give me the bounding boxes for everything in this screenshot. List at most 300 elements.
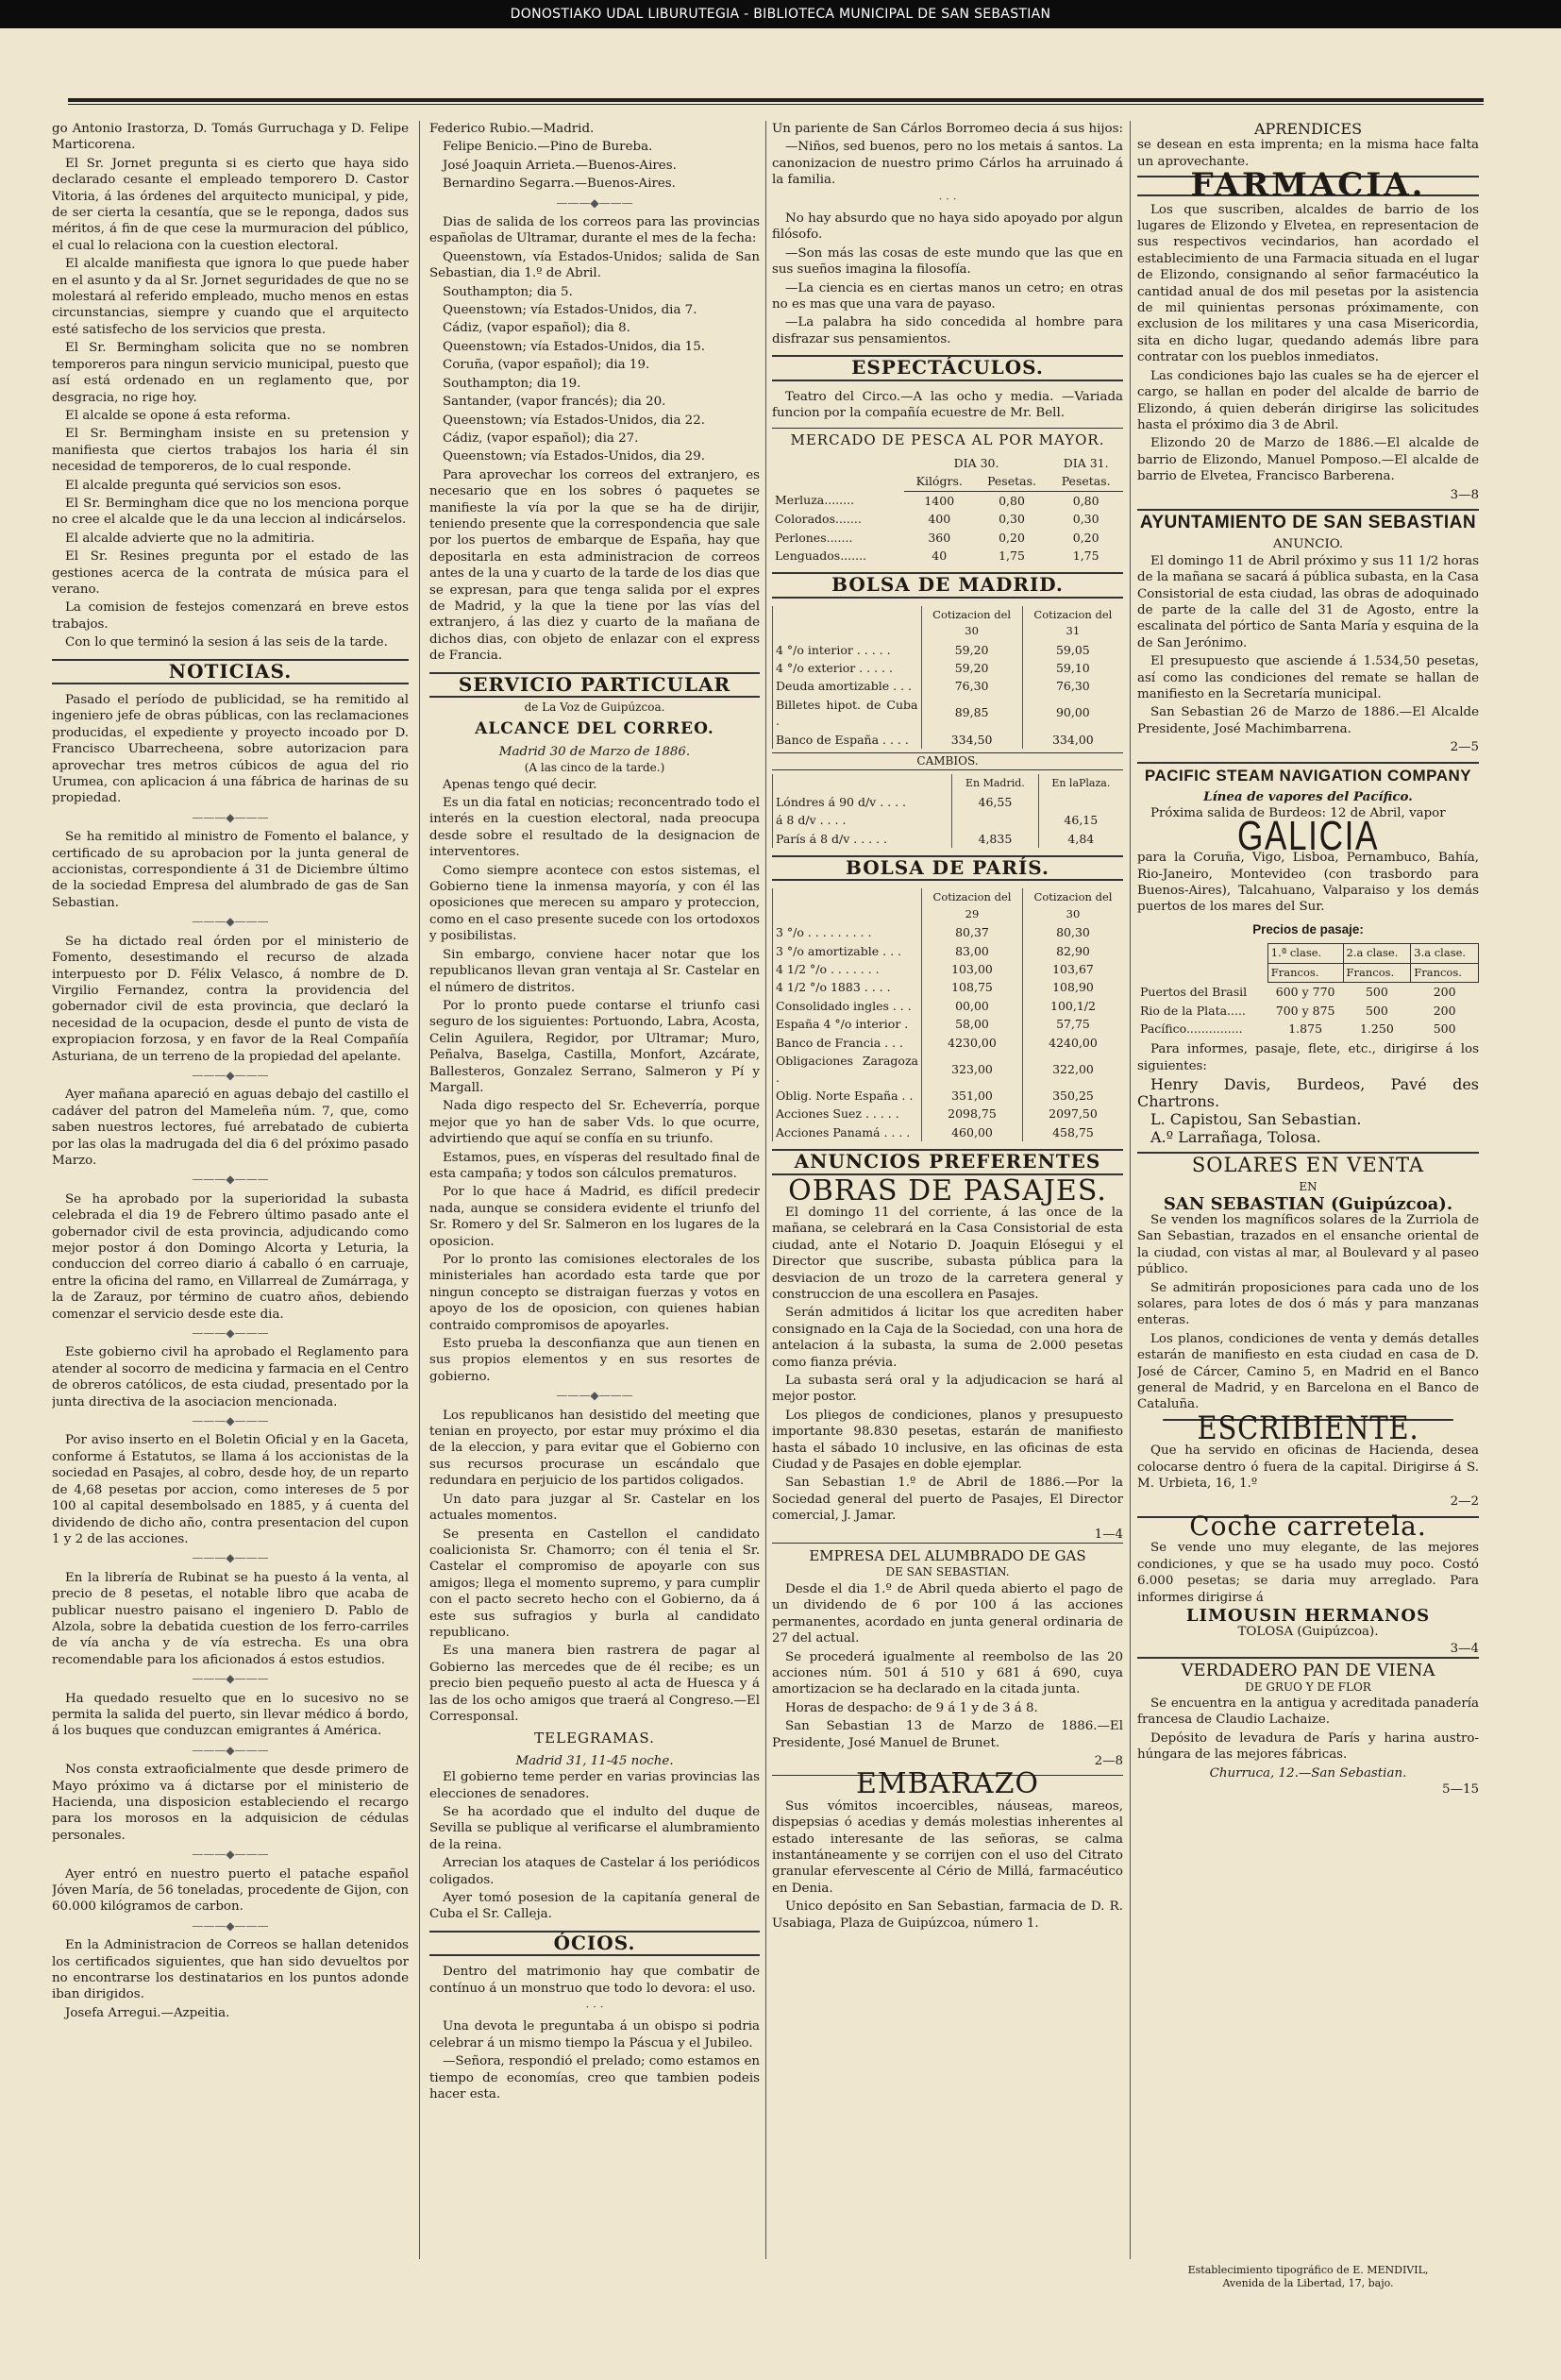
table-row bbox=[773, 1052, 1124, 1087]
table-cell: á 8 d/v . . . . bbox=[773, 811, 952, 829]
paragraph: Se vende uno muy elegante, de las mejores condiciones, y que se ha usado muy poco. Costó 6.000 pesetas; se daria muy arreglado. Para informes dirigirse á bbox=[1137, 1541, 1479, 1605]
table-header: En laPlaza. bbox=[1038, 774, 1123, 792]
agent-line: Henry Davis, Burdeos, Pavé des Chartrons. bbox=[1137, 1075, 1479, 1110]
paragraph: para la Coruña, Vigo, Lisboa, Pernambuco, Bahía, Rio-Janeiro, Montevideo (con trasbordo para Buenos-Aires), Talcahuano, Valparaiso y los demás puertos de los mares del Sur. bbox=[1137, 851, 1479, 915]
table-cell: 458,75 bbox=[1022, 1123, 1123, 1141]
table-cell: 2098,75 bbox=[922, 1105, 1023, 1122]
paragraph: Una devota le preguntaba á un obispo si podria celebrar á un mismo tiempo la Páscua y el Jubileo. bbox=[429, 2019, 760, 2051]
paragraph: El alcalde advierte que no la admitiria. bbox=[65, 531, 315, 546]
table-cell: 4 °/o interior . . . . . bbox=[773, 641, 922, 659]
news-item: En la librería de Rubinat se ha puesto á la venta, al precio de 8 pesetas, el notable libro que acaba de publicar nuestro paisano el ingeniero D. Pablo de Alzola, sobre la debatida cuestion de los ferro-carriles de vía ancha y de vía estrecha. Es una obra recomendable para los aficionados á estos estudios. bbox=[52, 1570, 409, 1667]
paragraph: Teatro del Circo.—A las ocho y media. —Variada funcion por la compañía ecuestre de Mr. Bell. bbox=[772, 389, 1123, 421]
table-cell: Lóndres á 90 d/v . . . . bbox=[773, 793, 952, 811]
table-cell: 4 1/2 °/o . . . . . . . bbox=[773, 960, 922, 978]
subheading: ANUNCIO. bbox=[1272, 537, 1344, 552]
table-row bbox=[773, 960, 1124, 978]
sailing-item: Cádiz, (vapor español); dia 8. bbox=[443, 321, 630, 336]
table-cell: 200 bbox=[1433, 985, 1456, 1000]
table-header: 1.ª clase. bbox=[1267, 944, 1343, 963]
table-row bbox=[773, 942, 1124, 960]
separator: ———◆——— bbox=[192, 1068, 269, 1082]
library-header: DONOSTIAKO UDAL LIBURUTEGIA - BIBLIOTECA MUNICIPAL DE SAN SEBASTIAN bbox=[0, 0, 1561, 28]
paragraph: Por lo pronto las comisiones electorales de los ministeriales han acordado esta tarde que por ningun concepto se distraigan fuerzas y votos en apoyo de los de oposicion, con quienes habian contraido compromisos de apoyarles. bbox=[429, 1253, 760, 1333]
ad-number: 2—2 bbox=[1450, 1494, 1479, 1510]
table-header: Cotizacion del 31 bbox=[1022, 606, 1123, 641]
table-cell: 100,1/2 bbox=[1022, 997, 1123, 1015]
separator: ———◆——— bbox=[192, 1326, 269, 1341]
table-cell: Acciones Panamá . . . . bbox=[773, 1123, 922, 1141]
paragraph: —Niños, sed buenos, pero no los metais á santos. La canonizacion de nuestro primo Cárlos ha arruinado á la familia. bbox=[772, 140, 1123, 188]
paragraph: San Sebastian 1.º de Abril de 1886.—Por la Sociedad general del puerto de Pasajes, El Director comercial, J. Jamar. bbox=[772, 1476, 1123, 1524]
empresa-heading: EMPRESA DEL ALUMBRADO DE GAS bbox=[772, 1543, 1123, 1564]
paragraph: Los que suscriben, alcaldes de barrio de los lugares de Elizondo y Elvetea, en representacion de sus respectivos vecindarios, han acordado el establecimiento de una Farmacia situada en el lugar de Elizondo, consignando al señor farmacéutico la cantidad anual de dos mil pesetas por la asistencia de mil quinientas personas próximamente, con exclusion de los militares y una casa Misericordia, sita en dicho lugar, quedando además libre para contratar con los pueblos inmediatos. bbox=[1137, 202, 1479, 365]
separator: ———◆——— bbox=[192, 1672, 269, 1686]
news-item: En la Administracion de Correos se hallan detenidos los certificados siguientes, que han sido devueltos por no encontrarse los destinatarios en los puntos adonde iban dirigidos. bbox=[52, 1938, 409, 2002]
section-heading-servicio: SERVICIO PARTICULAR bbox=[429, 672, 760, 698]
table-row bbox=[773, 923, 1124, 941]
paragraph: Se ha acordado que el indulto del duque de Sevilla se publique al verificarse el alumbramiento de la reina. bbox=[429, 1805, 760, 1852]
section-heading-bolsa-madrid: BOLSA DE MADRID. bbox=[772, 572, 1123, 598]
paragraph: Sus vómitos incoercibles, náuseas, mareos, dispepsias ó acedias y demás molestias inherentes al estado interesante de las señoras, se calma instantáneamente y se corrijen con el uso del Citrato granular efervescente al Cério de Millá, farmacéutico en Denia. bbox=[772, 1798, 1123, 1896]
table-cell: Acciones Suez . . . . . bbox=[773, 1105, 922, 1122]
table-row bbox=[772, 547, 1123, 565]
alcance-heading: ALCANCE DEL CORREO. bbox=[475, 719, 714, 739]
paragraph: Se presenta en Castellon el candidato coalicionista Sr. Chamorro; con él tenia el Sr. Castelar el compromiso de apoyarle con sus amigos; llega el momento supremo, y para cumplir con el pacto secreto hecho con el Gobierno, da á este sus sufragios y burla al candidato republicano. bbox=[429, 1527, 760, 1640]
table-cell: 350,25 bbox=[1022, 1087, 1123, 1105]
subheading: TOLOSA (Guipúzcoa). bbox=[1237, 1625, 1379, 1640]
table-cell: 108,75 bbox=[922, 978, 1023, 996]
table-header: Pesetas. bbox=[1049, 472, 1123, 491]
table-cell: 1400 bbox=[924, 493, 955, 508]
paragraph: Felipe Benicio.—Pino de Bureba. bbox=[443, 140, 653, 155]
paragraph: Dias de salida de los correos para las provincias españolas de Ultramar, durante el mes de la fecha: bbox=[429, 215, 760, 246]
table-cell: Perlones....... bbox=[775, 530, 853, 545]
table-row bbox=[1137, 1002, 1479, 1020]
paragraph: El presupuesto que asciende á 1.534,50 pesetas, así como las condiciones del remate se hallan de manifiesto en la Secretaría municipal. bbox=[1137, 654, 1479, 701]
paragraph: Depósito de levadura de París y harina austro-húngara de las mejores fábricas. bbox=[1137, 1730, 1479, 1763]
fish-market-table bbox=[772, 454, 1123, 565]
table-cell: Deuda amortizable . . . bbox=[773, 677, 922, 695]
column-3 bbox=[772, 121, 1123, 2259]
paragraph: Un pariente de San Cárlos Borromeo decia á sus hijos: bbox=[772, 122, 1123, 136]
table-header: DIA 31. bbox=[1063, 455, 1109, 470]
paragraph: El Sr. Bermingham insiste en su pretension y manifiesta que ciertos trabajos los haria él sin necesidad de temporeros, de lo cual responde. bbox=[52, 427, 409, 475]
coche-heading: Coche carretela. bbox=[1137, 1516, 1479, 1534]
news-item: Ha quedado resuelto que en lo sucesivo no se permita la salida del puerto, sin llevar médico á bordo, á los buques que conduzcan emigrantes á América. bbox=[52, 1691, 409, 1739]
table-row bbox=[773, 731, 1124, 749]
dateline: Madrid 31, 11-45 noche. bbox=[515, 1753, 674, 1768]
table-cell: 500 bbox=[1365, 1003, 1388, 1018]
table-cell: 4240,00 bbox=[1022, 1034, 1123, 1052]
table-row bbox=[773, 677, 1124, 695]
table-cell: 322,00 bbox=[1022, 1052, 1123, 1087]
table-cell: 103,67 bbox=[1022, 960, 1123, 978]
paragraph: Para informes, pasaje, flete, etc., dirigirse á los siguientes: bbox=[1137, 1042, 1479, 1073]
table-cell: 460,00 bbox=[922, 1123, 1023, 1141]
table-cell: 0,30 bbox=[1072, 512, 1099, 527]
section-heading-bolsa-paris: BOLSA DE PARÍS. bbox=[772, 855, 1123, 881]
table-header: En Madrid. bbox=[952, 774, 1039, 792]
sailing-item: Queenstown; vía Estados-Unidos, dia 22. bbox=[443, 413, 705, 428]
subheading: Precios de pasaje: bbox=[1252, 921, 1364, 937]
news-item: Este gobierno civil ha aprobado el Reglamento para atender al socorro de medicina y farmacia en el Centro de obreros católicos, de esta ciudad, presentado por la junta directiva de la asociacion mencionada. bbox=[52, 1345, 409, 1409]
sailing-item: Southampton; dia 5. bbox=[443, 284, 573, 299]
table-cell: 0,30 bbox=[999, 512, 1025, 527]
table-cell: 76,30 bbox=[921, 677, 1022, 695]
paragraph: Ayer tomó posesion de la capitanía general de Cuba el Sr. Calleja. bbox=[429, 1891, 760, 1922]
sailing-item: Queenstown; vía Estados-Unidos, dia 29. bbox=[443, 449, 705, 464]
separator: ———◆——— bbox=[192, 1848, 269, 1862]
table-row bbox=[773, 641, 1124, 659]
table-cell: Banco de Francia . . . bbox=[773, 1034, 922, 1052]
ad-number: 3—8 bbox=[1450, 487, 1479, 502]
paragraph: Es un dia fatal en noticias; reconcentrado todo el interés en la cuestion electoral, nada preocupa desde sobre el resultado de la designacion de interventores. bbox=[429, 796, 760, 860]
table-row bbox=[773, 793, 1124, 811]
table-cell: Billetes hipot. de Cuba . bbox=[773, 696, 922, 731]
table-cell: Colorados....... bbox=[775, 512, 862, 527]
table-row bbox=[773, 1087, 1124, 1105]
paragraph: José Joaquin Arrieta.—Buenos-Aires. bbox=[443, 158, 677, 173]
table-header: Kilógrs. bbox=[904, 472, 975, 491]
paragraph: —Señora, respondió el prelado; como estamos en tiempo de economías, creo que tambien podeis hacer esta. bbox=[429, 2054, 760, 2102]
paragraph: Los planos, condiciones de venta y demás detalles estarán de manifiesto en esta ciudad en casa de D. José de Cárcer, Camino 5, en Madrid en el Banco general de Madrid, y en Barcelona en el Banco de Cataluña. bbox=[1137, 1331, 1479, 1412]
table-cell: 59,20 bbox=[921, 659, 1022, 677]
table-cell bbox=[1038, 793, 1123, 811]
table-cell: 59,20 bbox=[921, 641, 1022, 659]
news-item: Se ha dictado real órden por el ministerio de Fomento, desestimando el recurso de alzada interpuesto por D. Félix Velasco, á nombre de D. Virgilio Fernandez, contra la providencia del gobernador civil de esta provincia, que declaró la necesidad de la ocupacion, desde el punto de vista de expropiacion forzosa, y en favor de la Real Compañía Asturiana, de un terreno de la propiedad del apelante. bbox=[52, 934, 409, 1064]
table-cell: 108,90 bbox=[1022, 978, 1123, 996]
table-header: 3.a clase. bbox=[1411, 944, 1479, 963]
separator: ———◆——— bbox=[556, 195, 633, 210]
news-item: Por aviso inserto en el Boletin Oficial y en la Gaceta, conforme á Estatutos, se llama á los accionistas de la sociedad en Pasajes, al cobro, desde hoy, de un reparto de 4,68 pesetas por accion, como intereses de 5 por 100 al capital desembolsado en 1885, y á cuenta del dividendo de dicho año, contra presentacion del cupon 1 y 2 de las acciones. bbox=[52, 1433, 409, 1546]
table-header: Francos. bbox=[1267, 963, 1343, 982]
paragraph: San Sebastian 26 de Marzo de 1886.—El Alcalde Presidente, José Machimbarrena. bbox=[1137, 705, 1479, 736]
paragraph: se desean en esta imprenta; en la misma hace falta un aprovechante. bbox=[1137, 138, 1479, 169]
separator: ———◆——— bbox=[192, 1918, 269, 1933]
table-header: 2.a clase. bbox=[1343, 944, 1411, 963]
table-cell: 323,00 bbox=[922, 1052, 1023, 1087]
table-row bbox=[773, 1015, 1124, 1033]
agent-line: L. Capistou, San Sebastian. bbox=[1150, 1109, 1362, 1128]
sailing-item: Coruña, (vapor español); dia 19. bbox=[443, 358, 650, 373]
paragraph: El domingo 11 del corriente, á las once de la mañana, se celebrará en la Casa Consistorial de esta ciudad, ante el Notario D. Joaquin Elósegui y el Director que suscribe, subasta pública para la desviacion de un trozo de la carretera general y construccion de una escollera en Pasajes. bbox=[772, 1205, 1123, 1302]
table-cell: 360 bbox=[928, 530, 951, 545]
separator: · · · bbox=[938, 192, 957, 206]
mercado-heading: MERCADO DE PESCA AL POR MAYOR. bbox=[772, 428, 1123, 448]
news-item: Josefa Arregui.—Azpeitia. bbox=[65, 2005, 230, 2020]
solares-heading: SOLARES EN VENTA bbox=[1137, 1152, 1479, 1173]
subheading: de La Voz de Guipúzcoa. bbox=[524, 700, 665, 714]
column-4 bbox=[1137, 121, 1479, 2259]
paragraph: La comision de festejos comenzará en breve estos trabajos. bbox=[52, 600, 409, 632]
subheading: LIMOUSIN HERMANOS bbox=[1185, 1605, 1431, 1626]
table-cell: 0,20 bbox=[1072, 530, 1099, 545]
table-cell: Lenguados....... bbox=[775, 548, 867, 563]
obras-heading: OBRAS DE PASAJES. bbox=[788, 1173, 1107, 1207]
table-cell: Rio de la Plata..... bbox=[1140, 1003, 1246, 1018]
table-cell: Puertos del Brasil bbox=[1140, 984, 1248, 999]
paragraph: Próxima salida de Burdeos: 12 de Abril, vapor bbox=[1150, 806, 1446, 821]
paragraph: Que ha servido en oficinas de Hacienda, desea colocarse dentro ó fuera de la capital. Dirigirse á S. M. Urbieta, 16, 1.º bbox=[1137, 1443, 1479, 1492]
sailing-item: Cádiz, (vapor español); dia 27. bbox=[443, 430, 639, 446]
table-cell: 4 °/o exterior . . . . . bbox=[773, 659, 922, 677]
paragraph: Por lo pronto puede contarse el triunfo casi seguro de los siguientes: Portuondo, Labra, Acosta, Celin Aguilera, Regidor, por Ultramar; Muro, Peñalva, Baselga, Castilla, Monfort, Azcárate, Ballesteros, Gonzalez Serrano, Salmeron y Pí y Margall. bbox=[429, 998, 760, 1095]
table-cell: 334,00 bbox=[1022, 731, 1123, 749]
separator: ———◆——— bbox=[192, 1743, 269, 1757]
table-cell: 90,00 bbox=[1022, 696, 1123, 731]
address-line: Churruca, 12.—San Sebastian. bbox=[1209, 1765, 1407, 1781]
paragraph: Los pliegos de condiciones, planos y presupuesto importante 98.830 pesetas, estarán de manifiesto hasta el sábado 10 inclusive, en las oficinas de esta Ciudad y de Pasajes en doble ejemplar. bbox=[772, 1408, 1123, 1473]
ad-number: 5—15 bbox=[1442, 1781, 1479, 1797]
table-cell: 334,50 bbox=[921, 731, 1022, 749]
paragraph: Esto prueba la desconfianza que aun tienen en sus propios elementos y en sus resortes de gobierno. bbox=[429, 1337, 760, 1384]
table-cell: 103,00 bbox=[922, 960, 1023, 978]
table-row bbox=[773, 696, 1124, 731]
table-row bbox=[1137, 983, 1479, 1002]
news-item: Pasado el período de publicidad, se ha remitido al ingeniero jefe de obras públicas, con las reclamaciones producidas, el expediente y proyecto incoado por D. Francisco Ubarrecheena, sobre autorizacion para aprovechar tres metros cúbicos de agua del rio Urumea, con aplicacion á una fábrica de harinas de su propiedad. bbox=[52, 693, 409, 806]
paragraph: Estamos, pues, en vísperas del resultado final de esta campaña; y todos son cálculos prematuros. bbox=[429, 1150, 760, 1181]
table-row bbox=[773, 659, 1124, 677]
table-header: Francos. bbox=[1411, 963, 1479, 982]
table-cell: 80,30 bbox=[1022, 923, 1123, 941]
embarazo-heading: EMBARAZO bbox=[772, 1775, 1123, 1792]
separator: ———◆——— bbox=[556, 1389, 633, 1403]
column-divider bbox=[765, 121, 766, 2259]
subheading: Línea de vapores del Pacífico. bbox=[1203, 789, 1413, 805]
section-heading-noticias: NOTICIAS. bbox=[52, 659, 409, 684]
pacific-heading: PACIFIC STEAM NAVIGATION COMPANY bbox=[1137, 762, 1479, 784]
subheading: DE GRUO Y DE FLOR bbox=[1245, 1680, 1371, 1694]
section-heading-ocios: ÓCIOS. bbox=[429, 1931, 760, 1956]
paragraph: go Antonio Irastorza, D. Tomás Gurruchaga y D. Felipe Marticorena. bbox=[52, 122, 409, 153]
table-cell: Obligaciones Zaragoza . bbox=[773, 1052, 922, 1087]
paragraph: Un dato para juzgar al Sr. Castelar en los actuales momentos. bbox=[429, 1492, 760, 1524]
table-cell: 700 y 875 bbox=[1275, 1003, 1335, 1018]
paragraph: —Son más las cosas de este mundo que las que en sus sueños imagina la filosofía. bbox=[772, 245, 1123, 278]
table-row bbox=[773, 978, 1124, 996]
table-cell: Consolidado ingles . . . bbox=[773, 997, 922, 1015]
paragraph: Se procederá igualmente al reembolso de las 20 acciones núm. 501 á 510 y 681 á 690, cuya amortizacion se ha declarado en la citada junta. bbox=[772, 1649, 1123, 1697]
paragraph: San Sebastian 13 de Marzo de 1886.—El Presidente, José Manuel de Brunet. bbox=[772, 1719, 1123, 1750]
table-cell: 351,00 bbox=[922, 1087, 1023, 1105]
ad-number: 2—8 bbox=[1094, 1753, 1123, 1768]
separator: ———◆——— bbox=[192, 1173, 269, 1187]
table-cell: 46,15 bbox=[1038, 811, 1123, 829]
news-item: Nos consta extraoficialmente que desde primero de Mayo próximo va á dictarse por el ministerio de Hacienda, una disposicion estableciendo el recargo para los morosos en la adquisicion de cédulas personales. bbox=[52, 1763, 409, 1843]
cambios-heading: CAMBIOS. bbox=[772, 752, 1123, 770]
subheading: SAN SEBASTIAN (Guipúzcoa). bbox=[1163, 1193, 1453, 1214]
escribiente-heading: ESCRIBIENTE. bbox=[1163, 1419, 1453, 1437]
paragraph: Es una manera bien rastrera de pagar al Gobierno las mercedes que de él recibe; es un precio bien pequeño puesto al acta de Huesca y á las de los ocho amigos que traerá al Congreso.—El Corresponsal. bbox=[429, 1644, 760, 1724]
paragraph: Elizondo 20 de Marzo de 1886.—El alcalde de barrio de Elizondo, Manuel Pomposo.—El alcalde de barrio de Elvetea, Francisco Barberena. bbox=[1137, 436, 1479, 484]
imprint-line: Establecimiento tipográfico de E. MENDIVIL, bbox=[1187, 2264, 1429, 2276]
table-cell: Merluza........ bbox=[775, 493, 855, 508]
table-row bbox=[773, 997, 1124, 1015]
paragraph: El gobierno teme perder en varias provincias las elecciones de senadores. bbox=[429, 1770, 760, 1801]
paragraph: El Sr. Jornet pregunta si es cierto que haya sido declarado cesante el empleado temporero D. Castor Vitoria, á las órdenes del arquitecto municipal, y pide, de ser cierta la cesantía, que se le reponga, dados sus méritos, á fin de que cese la murmuracion del público, el cual lo relaciona con la cuestion electoral. bbox=[52, 156, 409, 253]
dateline: Madrid 30 de Marzo de 1886. bbox=[498, 744, 691, 759]
table-row bbox=[773, 830, 1124, 848]
paragraph: Con lo que terminó la sesion á las seis de la tarde. bbox=[65, 635, 388, 650]
exchange-rates-table bbox=[772, 774, 1123, 848]
madrid-exchange-table bbox=[772, 606, 1123, 749]
pan-heading: VERDADERO PAN DE VIENA bbox=[1137, 1657, 1479, 1679]
paris-exchange-table bbox=[772, 888, 1123, 1141]
paragraph: Bernardino Segarra.—Buenos-Aires. bbox=[443, 177, 676, 192]
paragraph: El domingo 11 de Abril próximo y sus 11 1/2 horas de la mañana se sacará á pública subasta, en la Casa Consistorial de esta ciudad, las obras de adoquinado de parte de la calle del 31 de Agosto, entre la escalinata del pórtico de Santa María y esquina de la de San Jerónimo. bbox=[1137, 553, 1479, 650]
section-heading-espectaculos: ESPECTÁCULOS. bbox=[772, 355, 1123, 380]
paragraph: Arrecian los ataques de Castelar á los periódicos coligados. bbox=[429, 1856, 760, 1887]
paragraph: No hay absurdo que no haya sido apoyado por algun filósofo. bbox=[772, 211, 1123, 243]
table-cell: 0,80 bbox=[1072, 493, 1099, 508]
paragraph: Apenas tengo qué decir. bbox=[443, 777, 597, 792]
table-row bbox=[772, 491, 1123, 510]
table-header: Francos. bbox=[1343, 963, 1411, 982]
table-cell: Banco de España . . . . bbox=[773, 731, 922, 749]
subheading: DE SAN SEBASTIAN. bbox=[885, 1565, 1010, 1579]
table-cell: 83,00 bbox=[922, 942, 1023, 960]
table-cell: 1,75 bbox=[999, 548, 1025, 563]
column-2 bbox=[429, 121, 760, 2259]
table-cell: 4 1/2 °/o 1883 . . . . bbox=[773, 978, 922, 996]
table-cell: 3 °/o . . . . . . . . . bbox=[773, 923, 922, 941]
table-cell: 0,80 bbox=[999, 493, 1025, 508]
paragraph: Serán admitidos á licitar los que acrediten haber consignado en la Caja de la Sociedad, con una hora de antelacion á la subasta, la suma de 2.000 pesetas como fianza prévia. bbox=[772, 1306, 1123, 1370]
table-row bbox=[773, 1105, 1124, 1122]
table-cell: 76,30 bbox=[1022, 677, 1123, 695]
paragraph: El Sr. Bermingham dice que no los menciona porque no cree el alcalde que le da una leccion al indicárselos. bbox=[52, 496, 409, 528]
table-cell: 00,00 bbox=[922, 997, 1023, 1015]
table-cell: 0,20 bbox=[999, 530, 1025, 545]
paragraph: Se venden los magníficos solares de la Zurriola de San Sebastian, trazados en el ensanche oriental de la ciudad, con vistas al mar, al Boulevard y al paseo público. bbox=[1137, 1212, 1479, 1277]
paragraph: Dentro del matrimonio hay que combatir de contínuo á un monstruo que todo lo devora: el uso. bbox=[429, 1965, 760, 1996]
top-rule bbox=[68, 98, 1484, 105]
paragraph: El Sr. Bermingham solicita que no se nombren temporeros para ningun servicio municipal, puesto que así está ordenado en un reglamento que, por desgracia, no rige hoy. bbox=[52, 341, 409, 405]
fares-table bbox=[1137, 943, 1479, 1038]
table-cell: 57,75 bbox=[1022, 1015, 1123, 1033]
paragraph: Nada digo respecto del Sr. Echeverría, porque mejor que yo han de saber Vds. lo que ocurre, advirtiendo que aquí se confía en su triunfo. bbox=[429, 1099, 760, 1147]
table-cell: París á 8 d/v . . . . . bbox=[773, 830, 952, 848]
paragraph: Las condiciones bajo las cuales se ha de ejercer el cargo, se hallan en poder del alcalde de barrio de Elizondo, á quien deberán dirigirse las solicitudes hasta el próximo dia 3 de Abril. bbox=[1137, 368, 1479, 432]
table-header: DIA 30. bbox=[953, 455, 999, 470]
sailing-item: Queenstown; vía Estados-Unidos, dia 15. bbox=[443, 339, 705, 354]
paragraph: —La palabra ha sido concedida al hombre para disfrazar sus pensamientos. bbox=[772, 315, 1123, 346]
table-cell: 59,10 bbox=[1022, 659, 1123, 677]
paragraph: Los republicanos han desistido del meeting que tenian en proyecto, por estar muy próximo el dia de la eleccion, y para evitar que el Gobierno con sus recursos procurase un escándalo que redundara en perjuicio de los partidos coligados. bbox=[429, 1408, 760, 1489]
table-row bbox=[1137, 1020, 1479, 1038]
table-cell: Oblig. Norte España . . bbox=[773, 1087, 922, 1105]
table-cell: 400 bbox=[928, 512, 951, 527]
table-cell: 1.250 bbox=[1359, 1021, 1394, 1036]
ayuntamiento-heading: AYUNTAMIENTO DE SAN SEBASTIAN bbox=[1137, 509, 1479, 531]
subheading: EN bbox=[1299, 1180, 1318, 1194]
separator: ———◆——— bbox=[192, 915, 269, 929]
imprint-line: Avenida de la Libertad, 17, bajo. bbox=[1222, 2277, 1394, 2289]
table-row bbox=[773, 1123, 1124, 1141]
table-cell: 4,835 bbox=[952, 830, 1039, 848]
farmacia-heading: FARMACIA. bbox=[1137, 176, 1479, 195]
ship-name: GALICIA bbox=[1236, 812, 1380, 859]
table-cell: 4230,00 bbox=[922, 1034, 1023, 1052]
table-cell bbox=[952, 811, 1039, 829]
paragraph: La subasta será oral y la adjudicacion se hará al mejor postor. bbox=[772, 1374, 1123, 1405]
section-heading-anuncios: ANUNCIOS PREFERENTES bbox=[772, 1149, 1123, 1174]
table-row bbox=[773, 1034, 1124, 1052]
agent-line: A.º Larrañaga, Tolosa. bbox=[1150, 1128, 1321, 1147]
table-cell: 89,85 bbox=[921, 696, 1022, 731]
telegramas-heading: TELEGRAMAS. bbox=[534, 1730, 655, 1747]
table-header: Cotizacion del 29 bbox=[922, 888, 1023, 923]
table-cell: 500 bbox=[1365, 985, 1388, 1000]
paragraph: El alcalde pregunta qué servicios son esos. bbox=[65, 478, 342, 493]
paragraph: —La ciencia es en ciertas manos un cetro; en otras no es mas que una vara de payaso. bbox=[772, 280, 1123, 312]
table-header: Cotizacion del 30 bbox=[1022, 888, 1123, 923]
table-cell: 4,84 bbox=[1038, 830, 1123, 848]
table-cell: 80,37 bbox=[922, 923, 1023, 941]
table-cell: 82,90 bbox=[1022, 942, 1123, 960]
table-cell: 3 °/o amortizable . . . bbox=[773, 942, 922, 960]
paragraph: Desde el dia 1.º de Abril queda abierto el pago de un dividendo de 6 por 100 á las acciones permanentes, acordado en junta general ordinaria de 27 del actual. bbox=[772, 1581, 1123, 1646]
ad-number: 1—4 bbox=[1094, 1527, 1123, 1542]
paragraph: Se encuentra en la antigua y acreditada panadería francesa de Claudio Lachaize. bbox=[1137, 1696, 1479, 1728]
paragraph: Se admitirán proposiciones para cada uno de los solares, para lotes de dos ó más y para manzanas enteras. bbox=[1137, 1280, 1479, 1328]
table-cell: 600 y 770 bbox=[1275, 985, 1335, 1000]
news-item: Se ha remitido al ministro de Fomento el balance, y certificado de su aprobacion por la junta general de accionistas, correspondiente á 31 de Diciembre último de la sociedad Empresa del alumbrado de gas de San Sebastian. bbox=[52, 830, 409, 910]
paragraph: El alcalde manifiesta que ignora lo que puede haber en el asunto y da al Sr. Jornet seguridades de que no se molestará al referido empleado, mucho menos en estas circunstancias, siempre y cuando que el arquitecto esté satisfecho de los servicios que presta. bbox=[52, 257, 409, 337]
sailing-item: Southampton; dia 19. bbox=[443, 376, 581, 391]
table-cell: España 4 °/o interior . bbox=[773, 1015, 922, 1033]
paragraph: El alcalde se opone á esta reforma. bbox=[65, 408, 291, 423]
sailing-item: Queenstown; vía Estados-Unidos, dia 7. bbox=[443, 303, 697, 318]
ad-number: 3—4 bbox=[1450, 1641, 1479, 1656]
separator: ———◆——— bbox=[192, 1551, 269, 1565]
table-cell: 59,05 bbox=[1022, 641, 1123, 659]
aprendices-heading: APRENDICES bbox=[1253, 121, 1363, 138]
separator: ———◆——— bbox=[192, 1414, 269, 1428]
table-cell: 46,55 bbox=[952, 793, 1039, 811]
printer-imprint bbox=[1137, 2264, 1479, 2290]
table-cell: 58,00 bbox=[922, 1015, 1023, 1033]
table-cell: 1,75 bbox=[1072, 548, 1099, 563]
sailing-item: Queenstown, vía Estados-Unidos; salida de San Sebastian, dia 1.º de Abril. bbox=[429, 249, 760, 281]
table-cell: 500 bbox=[1433, 1021, 1456, 1036]
paragraph: Unico depósito en San Sebastian, farmacia de D. R. Usabiaga, Plaza de Guipúzcoa, número 1. bbox=[772, 1899, 1123, 1931]
paragraph: Por lo que hace á Madrid, es difícil predecir nada, aunque se considera evidente el triunfo del Sr. Romero y del Sr. Salmeron en los lugares de la oposicion. bbox=[429, 1185, 760, 1249]
column-1 bbox=[52, 121, 409, 2259]
news-item: Ayer mañana apareció en aguas debajo del castillo el cadáver del patron del Mameleña núm. 7, que, como saben nuestros lectores, fué arrebatado de cubierta por las olas la madrugada del dia 6 del próximo pasado Marzo. bbox=[52, 1088, 409, 1168]
table-cell: 200 bbox=[1433, 1003, 1456, 1018]
table-cell: 1.875 bbox=[1288, 1021, 1323, 1036]
table-cell: 40 bbox=[932, 548, 948, 563]
table-cell: 2097,50 bbox=[1022, 1105, 1123, 1122]
paragraph: Horas de despacho: de 9 á 1 y de 3 á 8. bbox=[785, 1700, 1038, 1715]
paragraph: Sin embargo, conviene hacer notar que los republicanos llevan gran ventaja al Sr. Castelar en el número de distritos. bbox=[429, 947, 760, 995]
table-row bbox=[772, 510, 1123, 528]
column-divider bbox=[1130, 121, 1131, 2259]
separator: ———◆——— bbox=[192, 810, 269, 824]
table-header: Cotizacion del 30 bbox=[921, 606, 1022, 641]
paragraph: Para aprovechar los correos del extranjero, es necesario que en los sobres ó paquetes se manifieste la vía por la que se ha de dirijir, teniendo presente que la correspondencia que sale por los puertos de embarque de España, hay que depositarla en esta administracion de correos antes de la una y cuarto de la tarde de los dias que se expresan, para que tenga salida por el expres de Madrid, y la que la tiene por las vías del extranjero, á las diez y cuarto de la mañana de dichos dias, con objeto de enlazar con el express de Francia. bbox=[429, 467, 760, 664]
column-divider bbox=[419, 121, 420, 2259]
table-row bbox=[773, 811, 1124, 829]
table-header: Pesetas. bbox=[975, 472, 1049, 491]
time-note: (A las cinco de la tarde.) bbox=[524, 761, 665, 775]
separator: · · · bbox=[585, 2000, 604, 2015]
sailing-item: Santander, (vapor francés); dia 20. bbox=[443, 395, 666, 410]
paragraph: Como siempre acontece con estos sistemas, el Gobierno tiene la inmensa mayoría, y con él las oposiciones que merecen su amparo y proteccion, como en el caso presente sucede con los ortodoxos y posibilistas. bbox=[429, 863, 760, 944]
news-item: Se ha aprobado por la superioridad la subasta celebrada el dia 19 de Febrero último pasado ante el gobernador civil de esta provincia, adjudicando como mejor postor á don Domingo Alcorta y Leturia, la conduccion del correo diario á caballo ó en carruaje, entre la oficina del ramo, en Villarreal de Zumárraga, y la de Zarauz, por término de cuatro años, debiendo comenzar el servicio desde este dia. bbox=[52, 1191, 409, 1322]
paragraph: Federico Rubio.—Madrid. bbox=[429, 122, 595, 136]
